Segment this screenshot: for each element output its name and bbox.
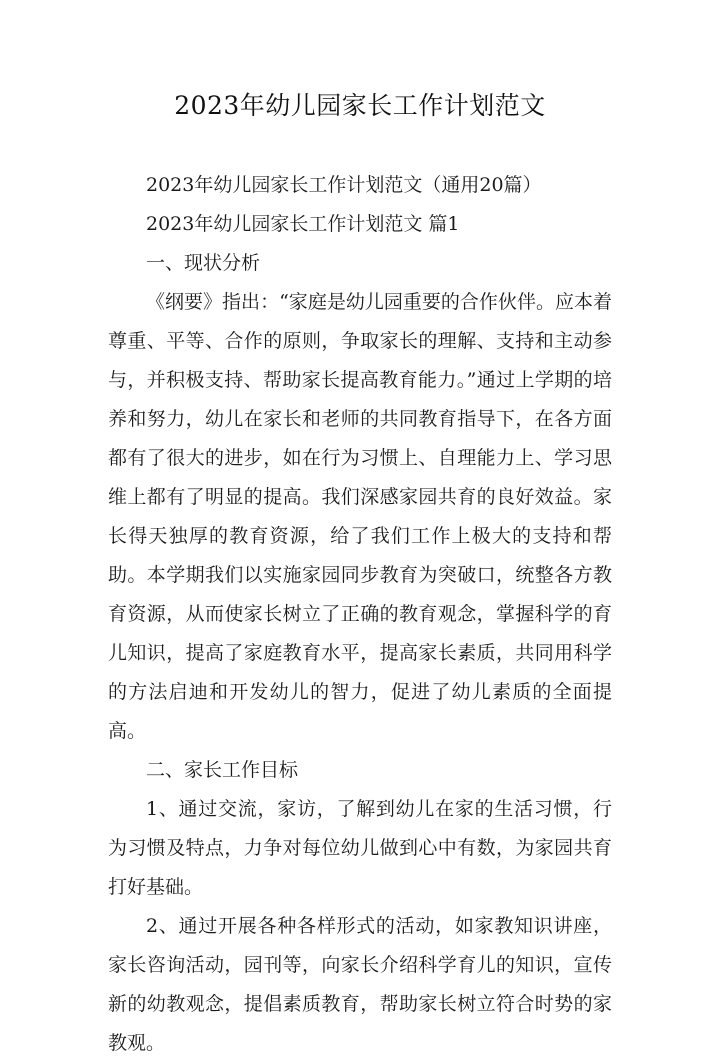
body-paragraph-goal-2: 2、通过开展各种各样形式的活动，如家教知识讲座，家长咨询活动，园刊等，向家长介绍科学育儿的知识，宣传新的幼教观念，提倡素质教育，帮助家长树立符合时势的家教观。 bbox=[108, 915, 612, 1054]
subtitle-paragraph: 2023年幼儿园家长工作计划范文（通用20篇） bbox=[146, 174, 542, 196]
section-heading-work-goals: 二、家长工作目标 bbox=[146, 759, 299, 781]
section-heading-status-analysis: 一、现状分析 bbox=[146, 252, 261, 274]
body-paragraph-status-analysis: 《纲要》指出：“家庭是幼儿园重要的合作伙伴。应本着尊重、平等、合作的原则，争取家长的理解、支持和主动参与，并积极支持、帮助家长提高教育能力。”通过上学期的培养和努力，幼儿在家长和老师的共同教育指导下，在各方面都有了很大的进步，如在行为习惯上、自理能力上、学习思维上都有了明显的提高。我们深感家园共育的良好效益。家长得天独厚的教育资源，给了我们工作上极大的支持和帮助。本学期我们以实施家园同步教育为突破口，统整各方教育资源，从而使家长树立了正确的教育观念，掌握科学的育儿知识，提高了家庭教育水平，提高家长素质，共同用科学的方法启迪和开发幼儿的智力，促进了幼儿素质的全面提高。 bbox=[108, 291, 612, 742]
document-title: 2023年幼儿园家长工作计划范文 bbox=[174, 91, 546, 120]
document-body bbox=[108, 166, 612, 1063]
section-heading-article-1: 2023年幼儿园家长工作计划范文 篇1 bbox=[146, 213, 460, 235]
body-paragraph-goal-1: 1、通过交流，家访，了解到幼儿在家的生活习惯，行为习惯及特点，力争对每位幼儿做到心中有数，为家园共育打好基础。 bbox=[108, 798, 612, 898]
